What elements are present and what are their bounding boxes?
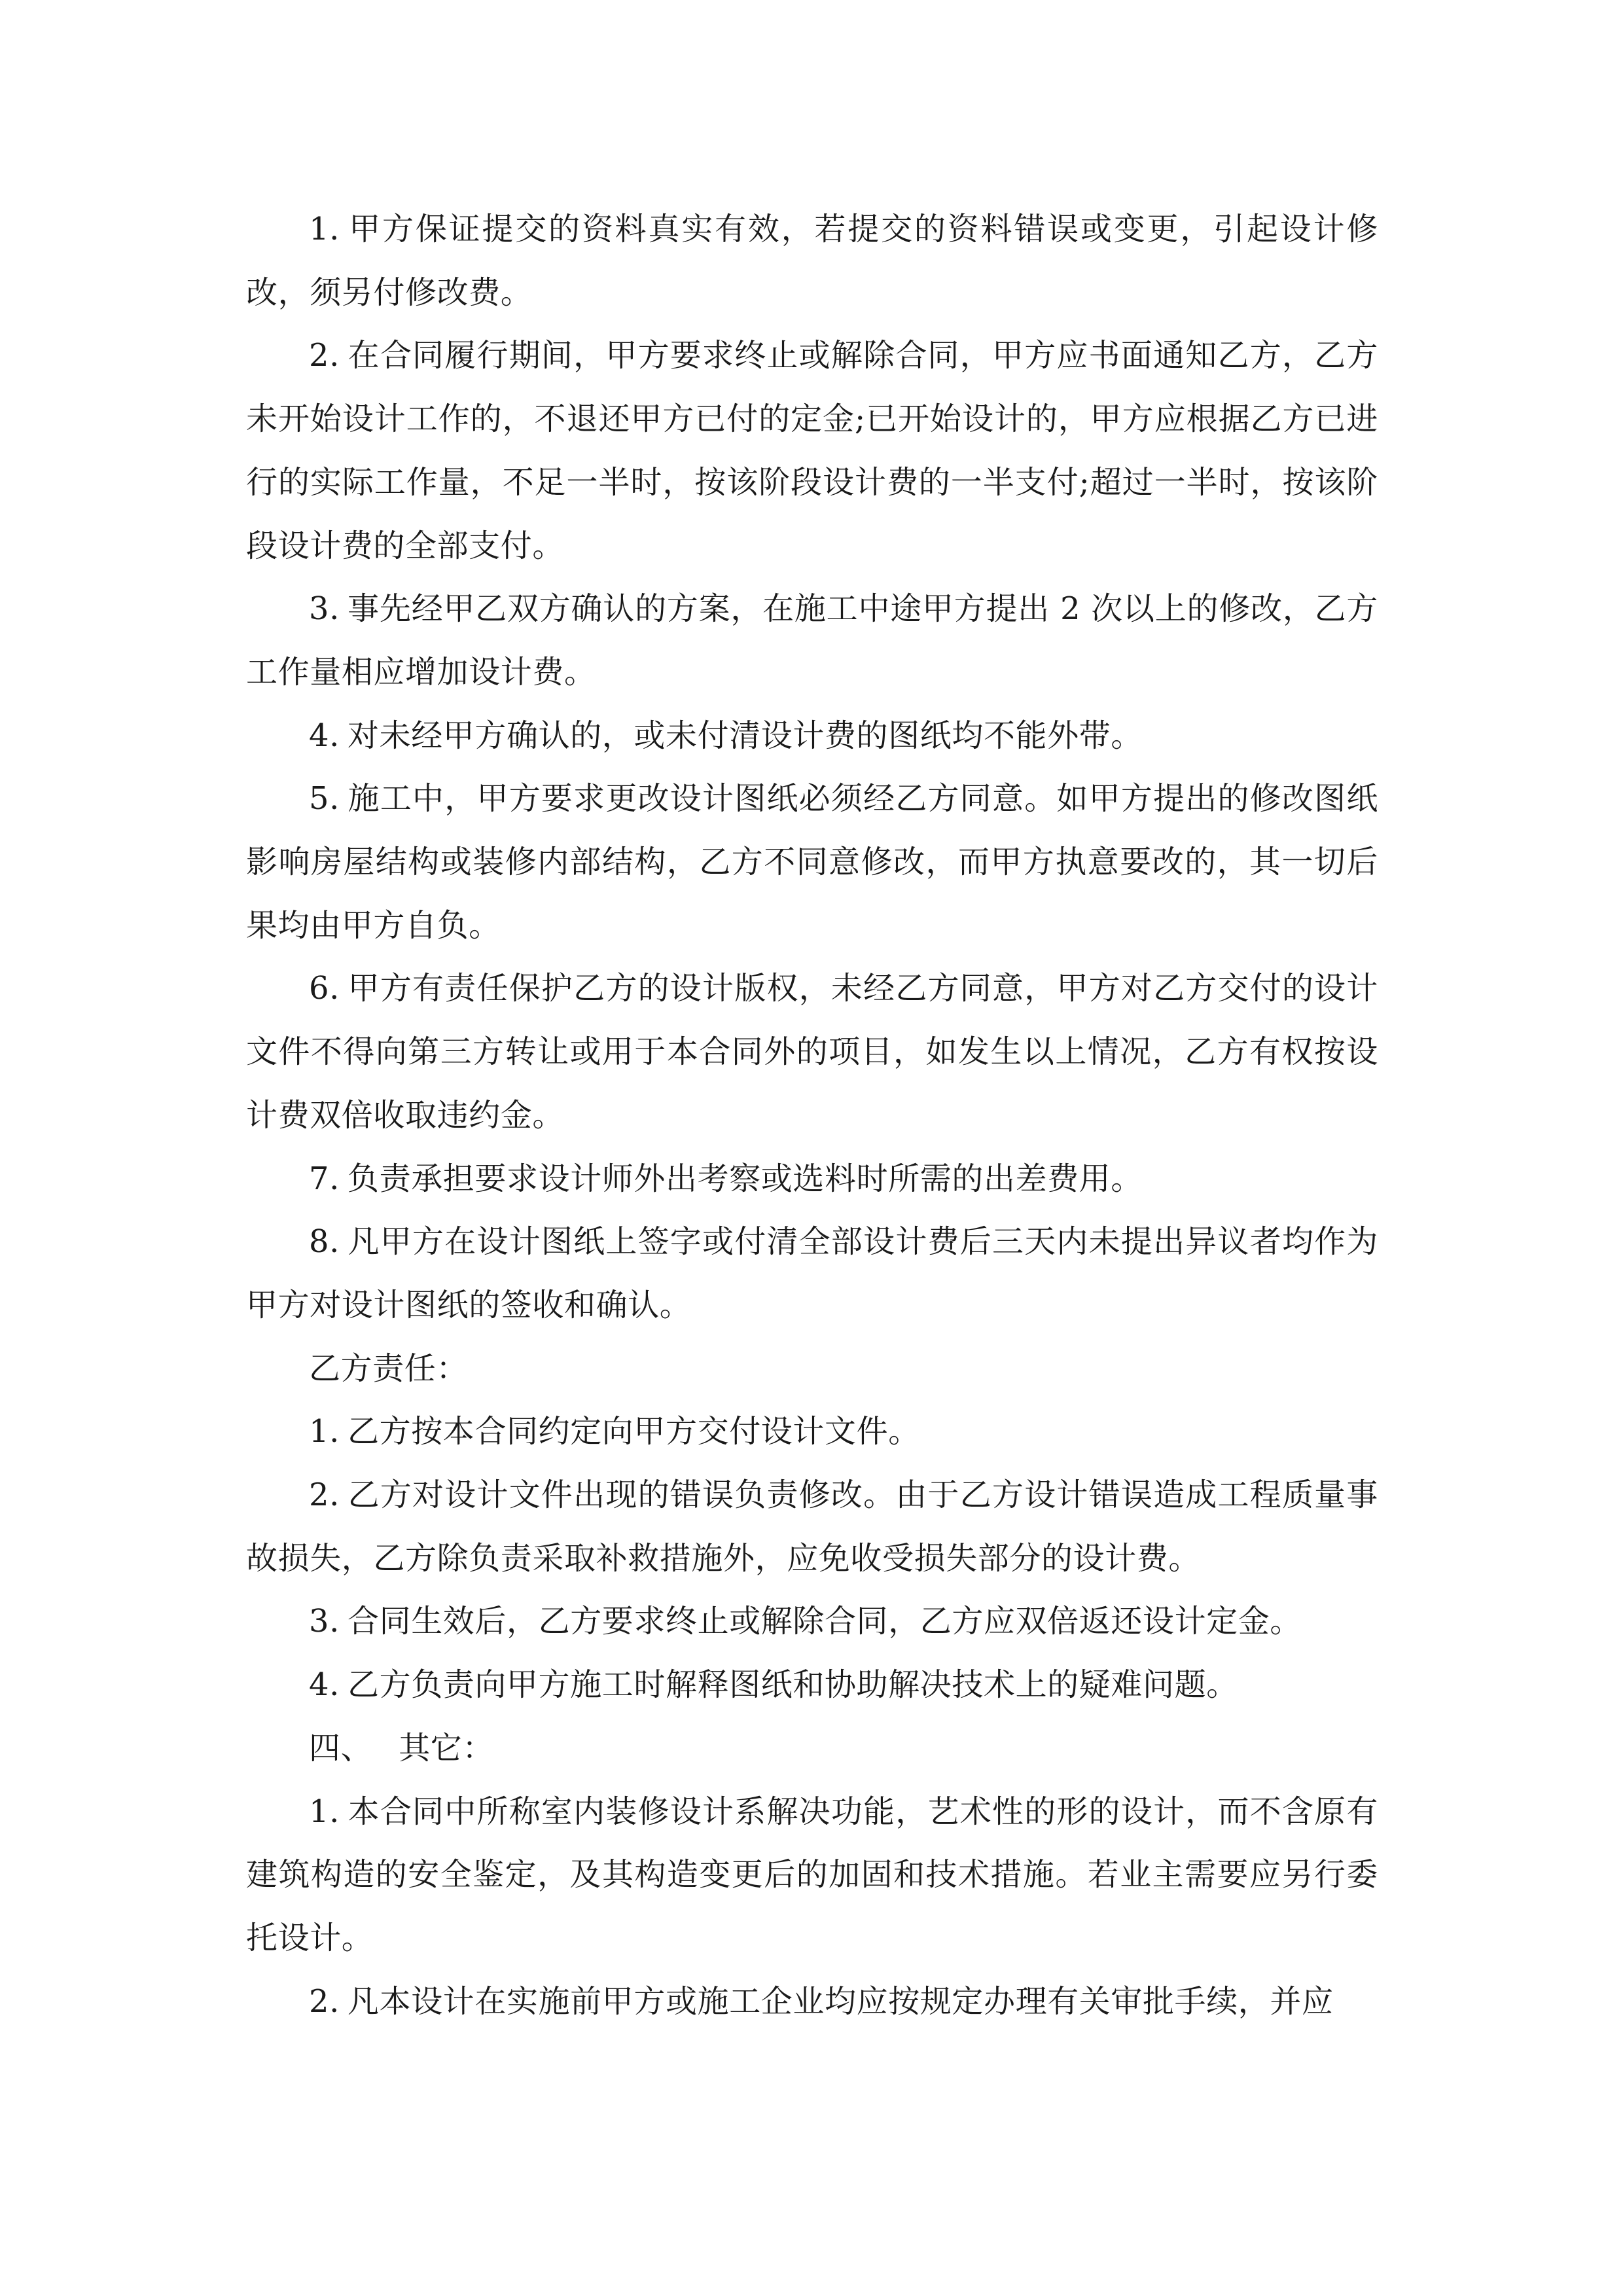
clause-number: 6.	[309, 970, 340, 1007]
clause-number: 8.	[309, 1223, 340, 1261]
clause-number: 4.	[309, 1666, 340, 1704]
clause-text: 乙方按本合同约定向甲方交付设计文件。	[348, 1413, 920, 1450]
clause-text: 本合同中所称室内装修设计系解决功能，艺术性的形的设计，而不含原有建筑构造的安全鉴定，及其构造变更后的加固和技术措施。若业主需要应另行委托设计。	[246, 1793, 1378, 1956]
clause-number: 1.	[309, 211, 340, 247]
clause-text: 合同生效后，乙方要求终止或解除合同，乙方应双倍返还设计定金。	[348, 1603, 1302, 1640]
clause-party-b-2	[246, 1463, 1378, 1590]
clause-text: 施工中，甲方要求更改设计图纸必须经乙方同意。如甲方提出的修改图纸影响房屋结构或装修内部结构，乙方不同意修改，而甲方执意要改的，其一切后果均由甲方自负。	[246, 780, 1378, 944]
clause-text: 负责承担要求设计师外出考察或选料时所需的出差费用。	[348, 1160, 1143, 1197]
heading-text: 乙方责任：	[309, 1350, 469, 1387]
clause-party-a-4	[246, 704, 1378, 768]
clause-party-a-1	[246, 198, 1378, 324]
clause-party-a-2	[246, 324, 1378, 577]
clause-number: 3.	[309, 1603, 340, 1640]
clause-others-2	[246, 1970, 1378, 2034]
clause-text: 在合同履行期间，甲方要求终止或解除合同，甲方应书面通知乙方，乙方未开始设计工作的，不退还甲方已付的定金;已开始设计的，甲方应根据乙方已进行的实际工作量，不足一半时，按该阶段设计费的一半支付;超过一半时，按该阶段设计费的全部支付。	[246, 337, 1378, 564]
clause-text: 甲方保证提交的资料真实有效，若提交的资料错误或变更，引起设计修改，须另付修改费。	[246, 211, 1378, 311]
clause-party-b-4	[246, 1653, 1378, 1717]
heading-number: 四、	[309, 1729, 373, 1767]
clause-number: 4.	[309, 717, 340, 754]
clause-number: 2.	[309, 1477, 340, 1514]
clause-number: 1.	[309, 1413, 340, 1450]
clause-text: 凡甲方在设计图纸上签字或付清全部设计费后三天内未提出异议者均作为甲方对设计图纸的签收和确认。	[246, 1223, 1378, 1323]
clause-number: 3.	[309, 590, 340, 628]
clause-others-1	[246, 1780, 1378, 1970]
clause-text: 凡本设计在实施前甲方或施工企业均应按规定办理有关审批手续，并应	[348, 1982, 1334, 2020]
clause-text: 事先经甲乙双方确认的方案，在施工中途甲方提出 2 次以上的修改，乙方工作量相应增加设计费。	[246, 590, 1378, 691]
clause-text: 乙方对设计文件出现的错误负责修改。由于乙方设计错误造成工程质量事故损失，乙方除负责采取补救措施外，应免收受损失部分的设计费。	[246, 1477, 1378, 1577]
clause-party-a-6	[246, 957, 1378, 1147]
clause-number: 2.	[309, 1982, 340, 2020]
clause-text: 甲方有责任保护乙方的设计版权，未经乙方同意，甲方对乙方交付的设计文件不得向第三方转让或用于本合同外的项目，如发生以上情况，乙方有权按设计费双倍收取违约金。	[246, 970, 1378, 1134]
clause-text: 乙方负责向甲方施工时解释图纸和协助解决技术上的疑难问题。	[348, 1666, 1238, 1704]
clause-number: 5.	[309, 780, 340, 817]
clause-party-a-3	[246, 577, 1378, 704]
section-heading-others	[246, 1717, 1378, 1780]
clause-party-a-5	[246, 767, 1378, 957]
clause-party-a-8	[246, 1210, 1378, 1336]
clause-number: 2.	[309, 337, 340, 374]
heading-text: 其它：	[399, 1729, 495, 1767]
section-heading-party-b-duties	[246, 1337, 1378, 1401]
clause-number: 7.	[309, 1160, 340, 1197]
clause-number: 1.	[309, 1793, 340, 1830]
contract-text-body	[246, 198, 1378, 2033]
clause-text: 对未经甲方确认的，或未付清设计费的图纸均不能外带。	[348, 717, 1143, 754]
clause-party-a-7	[246, 1147, 1378, 1211]
clause-party-b-1	[246, 1400, 1378, 1463]
clause-party-b-3	[246, 1590, 1378, 1653]
